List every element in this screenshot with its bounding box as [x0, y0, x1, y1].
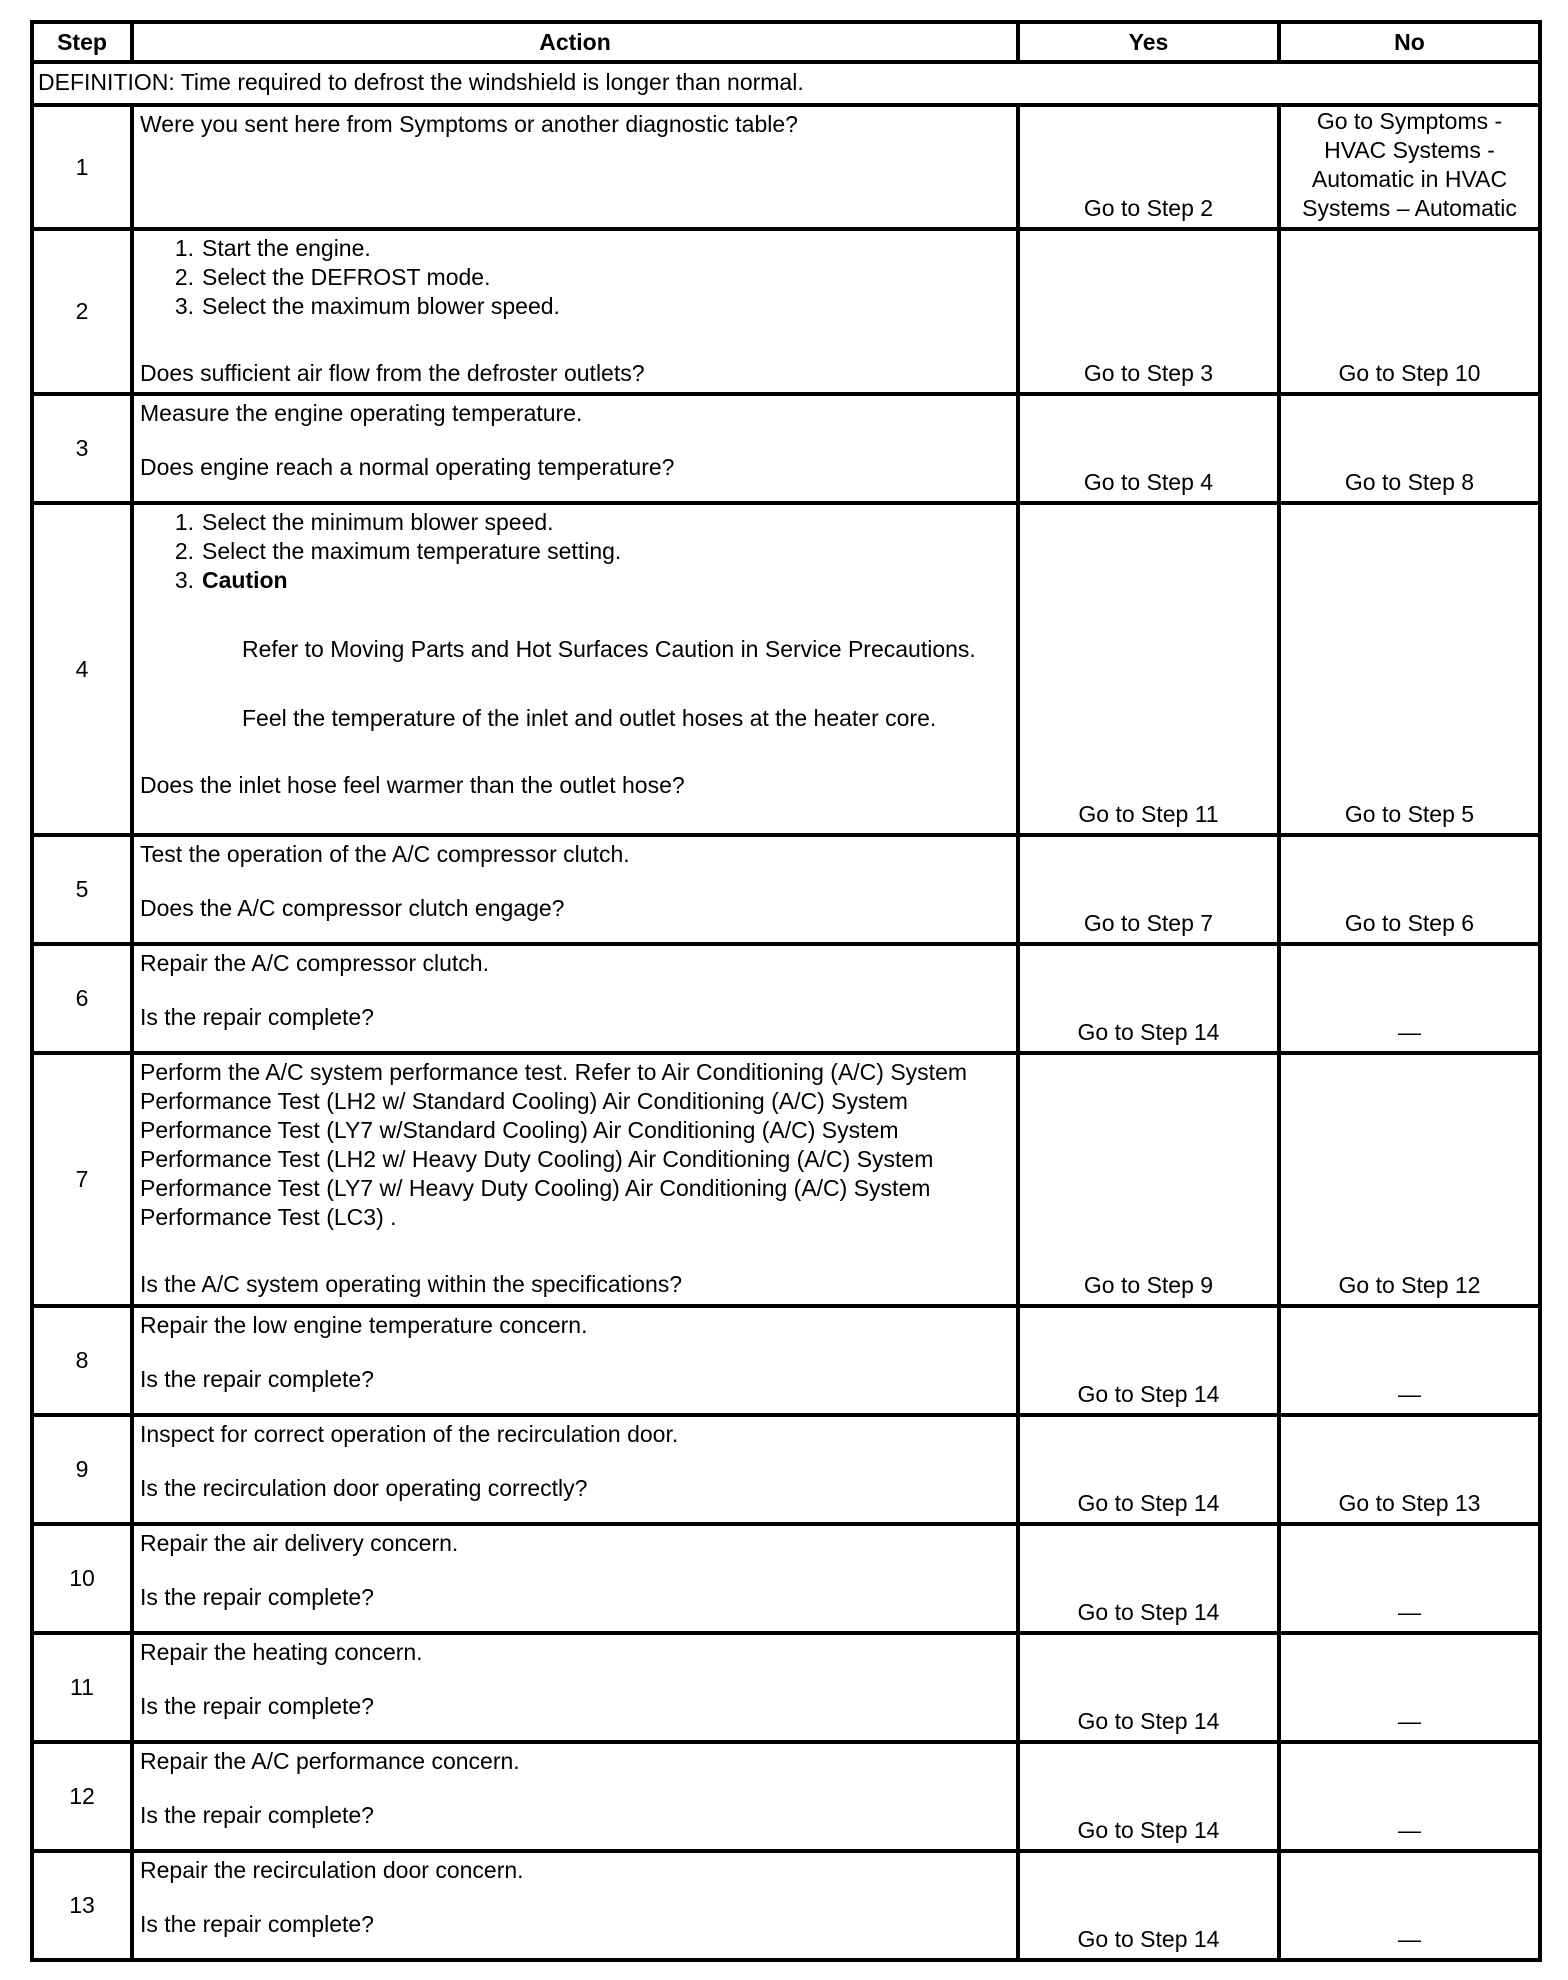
yes-result: Go to Step 2 — [1018, 105, 1279, 229]
action-list — [140, 508, 1010, 595]
step-number: 1 — [32, 105, 132, 229]
table-row — [32, 944, 1540, 1053]
instruction-text: Repair the air delivery concern. — [140, 1530, 459, 1556]
instruction-text: Perform the A/C system performance test. Refer to Air Conditioning (A/C) System Performance Test (LH2 w/ Standard Cooling) Air Conditioning (A/C) System Performance Test (LY7 w/Standard Cooling) Air Conditioning (A/C) System Performance Test (LH2 w/ Heavy Duty Cooling) Air Conditioning (A/C) System Performance Test (LY7 w/ Heavy Duty Cooling) Air Conditioning (A/C) System Performance Test (LC3) . — [140, 1059, 968, 1230]
step-number: 8 — [32, 1306, 132, 1415]
yes-result: Go to Step 4 — [1018, 394, 1279, 503]
list-item-text: Select the maximum temperature setting. — [202, 538, 622, 564]
action-cell — [132, 1524, 1018, 1633]
yes-result: Go to Step 14 — [1018, 1742, 1279, 1851]
table-row — [32, 1633, 1540, 1742]
action-list — [140, 234, 1010, 321]
definition-row — [32, 62, 1540, 105]
question-text: Does engine reach a normal operating temperature? — [140, 454, 675, 480]
action-cell — [132, 503, 1018, 835]
question-text: Were you sent here from Symptoms or another diagnostic table? — [140, 111, 798, 137]
question-text: Does sufficient air flow from the defroster outlets? — [140, 360, 645, 386]
feel-text: Feel the temperature of the inlet and outlet hoses at the heater core. — [242, 705, 937, 731]
header-yes: Yes — [1018, 22, 1279, 62]
instruction-text: Inspect for correct operation of the recirculation door. — [140, 1421, 679, 1447]
yes-result: Go to Step 11 — [1018, 503, 1279, 835]
question-text: Is the repair complete? — [140, 1584, 374, 1610]
no-result: — — [1279, 944, 1540, 1053]
no-result: — — [1279, 1851, 1540, 1960]
no-result: — — [1279, 1306, 1540, 1415]
instruction-text: Test the operation of the A/C compressor clutch. — [140, 841, 630, 867]
list-item: 2. Select the maximum temperature setting. — [174, 538, 622, 564]
list-item: 2. Select the DEFROST mode. — [174, 264, 491, 290]
no-result: — — [1279, 1633, 1540, 1742]
caution-text: Refer to Moving Parts and Hot Surfaces Caution in Service Precautions. — [242, 636, 976, 662]
question-text: Does the A/C compressor clutch engage? — [140, 895, 565, 921]
question-text: Is the repair complete? — [140, 1693, 374, 1719]
table-row — [32, 105, 1540, 229]
table-row — [32, 229, 1540, 394]
no-result: Go to Symptoms - HVAC Systems - Automatic in HVAC Systems – Automatic — [1279, 105, 1540, 229]
list-item: 1. Select the minimum blower speed. — [174, 509, 554, 535]
diagnostic-table — [30, 20, 1542, 1962]
step-number: 3 — [32, 394, 132, 503]
list-item-text: Select the minimum blower speed. — [202, 509, 554, 535]
question-text: Does the inlet hose feel warmer than the outlet hose? — [140, 772, 685, 798]
list-item-text: Select the DEFROST mode. — [202, 264, 491, 290]
no-result: Go to Step 10 — [1279, 229, 1540, 394]
step-number: 13 — [32, 1851, 132, 1960]
table-row — [32, 1053, 1540, 1306]
step-number: 10 — [32, 1524, 132, 1633]
header-row — [32, 22, 1540, 62]
yes-result: Go to Step 14 — [1018, 1524, 1279, 1633]
instruction-text: Repair the heating concern. — [140, 1639, 423, 1665]
header-action: Action — [132, 22, 1018, 62]
question-text: Is the recirculation door operating correctly? — [140, 1475, 588, 1501]
action-cell — [132, 944, 1018, 1053]
table-row — [32, 1851, 1540, 1960]
instruction-text: Repair the A/C compressor clutch. — [140, 950, 489, 976]
instruction-text: Measure the engine operating temperature. — [140, 400, 583, 426]
header-step: Step — [32, 22, 132, 62]
action-cell — [132, 835, 1018, 944]
yes-result: Go to Step 14 — [1018, 1306, 1279, 1415]
step-number: 12 — [32, 1742, 132, 1851]
step-number: 2 — [32, 229, 132, 394]
step-number: 7 — [32, 1053, 132, 1306]
instruction-text: Repair the low engine temperature concern. — [140, 1312, 588, 1338]
step-number: 9 — [32, 1415, 132, 1524]
yes-result: Go to Step 7 — [1018, 835, 1279, 944]
caution-label: Caution — [202, 567, 288, 593]
table-row — [32, 1524, 1540, 1633]
yes-result: Go to Step 14 — [1018, 1633, 1279, 1742]
yes-result: Go to Step 14 — [1018, 1851, 1279, 1960]
action-cell — [132, 394, 1018, 503]
action-cell — [132, 105, 1018, 229]
list-item-text: Select the maximum blower speed. — [202, 293, 560, 319]
no-result: — — [1279, 1742, 1540, 1851]
instruction-text: Repair the A/C performance concern. — [140, 1748, 520, 1774]
instruction-text: Repair the recirculation door concern. — [140, 1857, 524, 1883]
no-result: Go to Step 8 — [1279, 394, 1540, 503]
table-row — [32, 1306, 1540, 1415]
yes-result: Go to Step 3 — [1018, 229, 1279, 394]
table-row — [32, 1415, 1540, 1524]
action-cell — [132, 1633, 1018, 1742]
no-result: Go to Step 13 — [1279, 1415, 1540, 1524]
action-cell — [132, 1742, 1018, 1851]
question-text: Is the A/C system operating within the specifications? — [140, 1271, 683, 1297]
list-item: 3. Caution — [174, 567, 288, 593]
yes-result: Go to Step 14 — [1018, 944, 1279, 1053]
action-cell — [132, 1415, 1018, 1524]
no-result: Go to Step 12 — [1279, 1053, 1540, 1306]
question-text: Is the repair complete? — [140, 1366, 374, 1392]
step-number: 6 — [32, 944, 132, 1053]
action-cell — [132, 229, 1018, 394]
action-cell — [132, 1306, 1018, 1415]
table-row — [32, 1742, 1540, 1851]
list-item: 3. Select the maximum blower speed. — [174, 293, 560, 319]
list-item: 1. Start the engine. — [174, 235, 371, 261]
table-row — [32, 394, 1540, 503]
action-cell — [132, 1053, 1018, 1306]
step-number: 11 — [32, 1633, 132, 1742]
action-cell — [132, 1851, 1018, 1960]
no-result: Go to Step 5 — [1279, 503, 1540, 835]
header-no: No — [1279, 22, 1540, 62]
table-row — [32, 835, 1540, 944]
yes-result: Go to Step 9 — [1018, 1053, 1279, 1306]
yes-result: Go to Step 14 — [1018, 1415, 1279, 1524]
step-number: 4 — [32, 503, 132, 835]
no-result: Go to Step 6 — [1279, 835, 1540, 944]
question-text: Is the repair complete? — [140, 1911, 374, 1937]
definition-text: DEFINITION: Time required to defrost the windshield is longer than normal. — [32, 62, 1540, 105]
step-number: 5 — [32, 835, 132, 944]
table-row — [32, 503, 1540, 835]
no-result: — — [1279, 1524, 1540, 1633]
question-text: Is the repair complete? — [140, 1802, 374, 1828]
list-item-text: Start the engine. — [202, 235, 371, 261]
question-text: Is the repair complete? — [140, 1004, 374, 1030]
